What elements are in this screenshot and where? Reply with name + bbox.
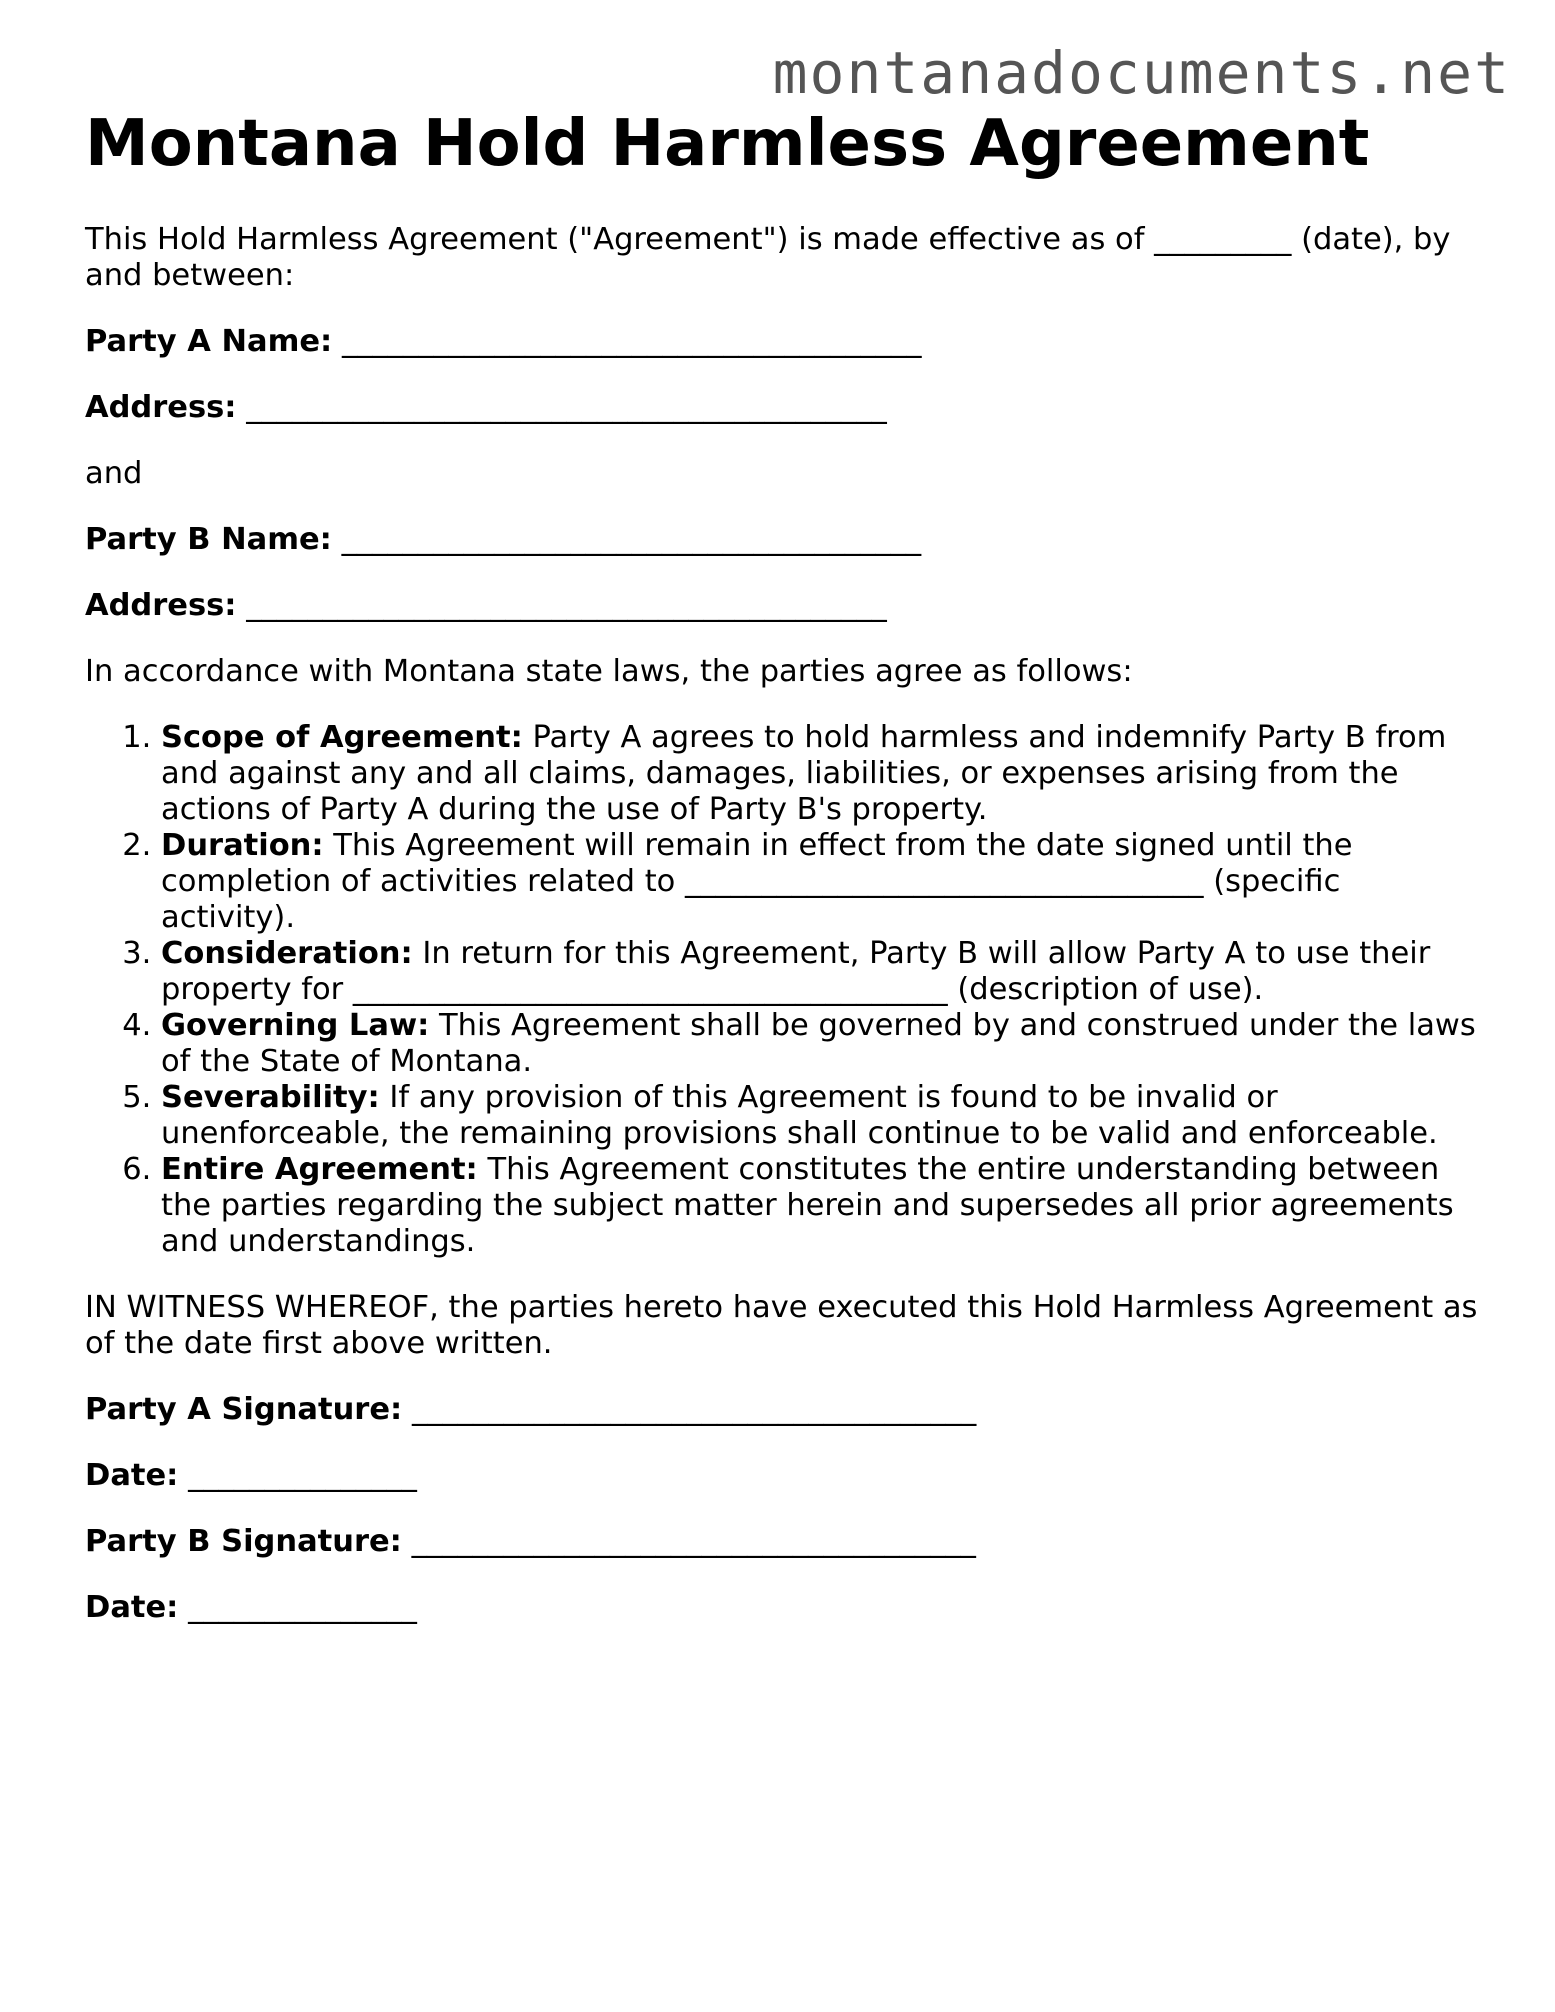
party-b-address-label: Address: [85,588,237,623]
party-a-name-label: Party A Name: [85,324,333,359]
party-a-signature-field [85,1392,1480,1428]
document-title: Montana Hold Harmless Agreement [85,107,1370,181]
clause-item [161,1152,1480,1260]
clause-text: If any provision of this Agreement is found to be invalid or unenforceable, the remaining provisions shall continue to be valid and enforceable. [161,1080,1438,1151]
clause-text: This Agreement will remain in effect from the date signed until the completion of activities related to __________________________________ (specific activity). [161,828,1353,935]
clause-heading: Scope of Agreement: [161,720,523,755]
party-a-date-blank: _______________ [188,1458,417,1493]
lead-in-paragraph: In accordance with Montana state laws, the parties agree as follows: [85,654,1133,689]
party-a-name-field [85,324,1480,360]
clause-heading: Severability: [161,1080,380,1115]
clause-heading: Duration: [161,828,324,863]
party-b-name-field [85,522,1480,558]
watermark-site-name: montanadocuments.net [772,39,1511,107]
party-a-address-field [85,390,1480,426]
party-b-name-blank: ______________________________________ [341,522,922,557]
clause-item [161,936,1480,1008]
clause-text: Party A agrees to hold harmless and indemnify Party B from and against any and all claims, damages, liabilities, or expenses arising from the actions of Party A during the use of Party B's property. [161,720,1447,827]
party-a-date-label: Date: [85,1458,179,1493]
party-b-date-label: Date: [85,1590,179,1625]
clause-text: In return for this Agreement, Party B will allow Party A to use their property for _______________________________________ (description of use). [161,936,1431,1007]
clause-heading: Consideration: [161,936,413,971]
clause-text: This Agreement shall be governed by and construed under the laws of the State of Montana. [161,1008,1476,1079]
party-b-name-label: Party B Name: [85,522,332,557]
witness-paragraph: IN WITNESS WHEREOF, the parties hereto have executed this Hold Harmless Agreement as of the date first above written. [85,1290,1478,1361]
clause-item [161,1080,1480,1152]
clause-heading: Entire Agreement: [161,1152,478,1187]
party-a-signature-blank: _____________________________________ [411,1392,977,1427]
party-b-signature-label: Party B Signature: [85,1524,402,1559]
clause-heading: Governing Law: [161,1008,430,1043]
clause-item [161,720,1480,828]
party-a-signature-label: Party A Signature: [85,1392,403,1427]
party-b-date-field [85,1590,1480,1626]
party-b-signature-blank: _____________________________________ [411,1524,976,1559]
party-b-address-blank: __________________________________________ [246,588,887,623]
intro-paragraph: This Hold Harmless Agreement ("Agreement") is made effective as of _________ (date), by and between: [85,222,1451,293]
party-a-address-blank: __________________________________________ [246,390,887,425]
party-b-signature-field [85,1524,1480,1560]
and-text: and [85,456,143,491]
party-a-address-label: Address: [85,390,237,425]
clause-item [161,828,1480,936]
party-a-name-blank: ______________________________________ [341,324,922,359]
clause-text: This Agreement constitutes the entire understanding between the parties regarding the subject matter herein and supersedes all prior agreements and understandings. [161,1152,1454,1259]
document-body [85,222,1480,1656]
party-a-date-field [85,1458,1480,1494]
clause-item [161,1008,1480,1080]
party-b-address-field [85,588,1480,624]
party-b-date-blank: _______________ [188,1590,417,1625]
clause-list [85,720,1480,1260]
